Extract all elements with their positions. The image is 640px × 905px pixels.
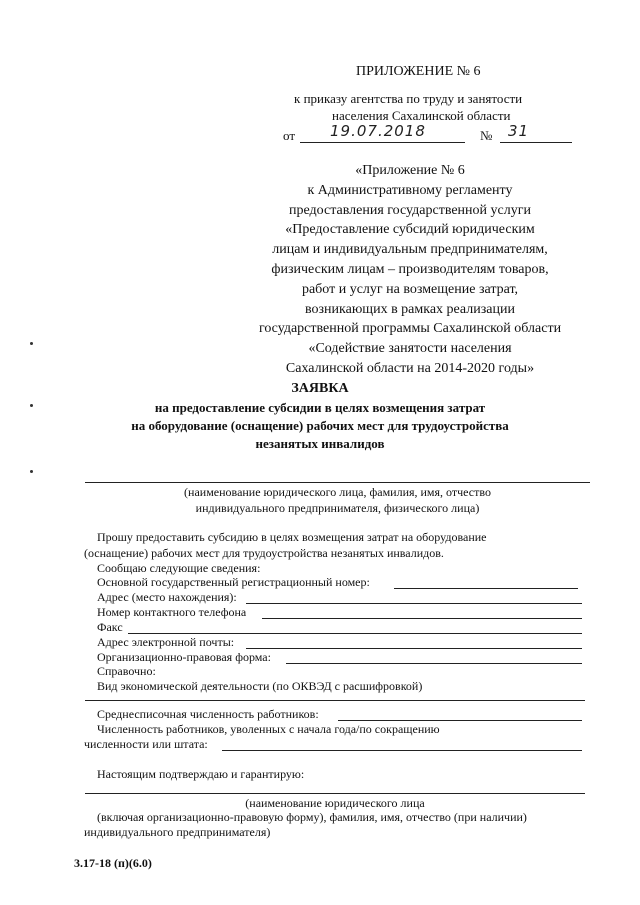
okved-label: Вид экономической деятельности (по ОКВЭД с расшифровкой) <box>97 679 423 693</box>
regulation-line: работ и услуг на возмещение затрат, <box>301 281 519 297</box>
dismissed-label-1: Численность работников, уволенных с начала года/по сокращению <box>97 722 440 736</box>
confirm-caption-3: индивидуального предпринимателя) <box>84 825 271 839</box>
date-prefix: от <box>283 128 296 143</box>
dismissed-field[interactable] <box>222 750 582 751</box>
request-line-1: Прошу предоставить субсидию в целях возмещения затрат на оборудование <box>97 530 487 544</box>
headcount-label: Среднесписочная численность работников: <box>97 707 319 721</box>
margin-mark <box>30 470 33 473</box>
regulation-line: государственной программы Сахалинской области <box>258 321 562 337</box>
email-label: Адрес электронной почты: <box>97 635 235 649</box>
address-label: Адрес (место нахождения): <box>97 590 237 604</box>
info-intro: Сообщаю следующие сведения: <box>97 561 261 575</box>
order-line-1: к приказу агентства по труду и занятости <box>294 91 523 106</box>
email-field[interactable] <box>246 648 582 649</box>
number-underline <box>500 142 572 143</box>
application-subtitle-3: незанятых инвалидов <box>255 436 385 451</box>
fax-label: Факс <box>97 620 123 634</box>
footer-code: 3.17-18 (п)(6.0) <box>74 856 152 870</box>
appendix-title: ПРИЛОЖЕНИЕ № 6 <box>356 64 481 79</box>
regulation-line: «Приложение № 6 <box>355 163 465 178</box>
order-line-2: населения Сахалинской области <box>332 108 511 123</box>
dismissed-label-2: численности или штата: <box>84 737 208 751</box>
regulation-line: предоставления государственной услуги <box>289 202 531 218</box>
applicant-caption-1: (наименование юридического лица, фамилия, имя, отчество <box>184 485 491 499</box>
margin-mark <box>30 342 33 345</box>
date-underline <box>300 142 465 143</box>
regulation-line: физическим лицам – производителям товаров, <box>271 261 549 277</box>
application-subtitle-2: на оборудование (оснащение) рабочих мест для трудоустройства <box>131 418 509 433</box>
headcount-field[interactable] <box>338 720 582 721</box>
number-prefix: № <box>480 128 493 143</box>
date-value: 19.07.2018 <box>330 122 426 140</box>
regulation-line: к Административному регламенту <box>307 182 513 198</box>
application-subtitle-1: на предоставление субсидии в целях возмещения затрат <box>154 400 486 415</box>
phone-label: Номер контактного телефона <box>97 605 247 619</box>
ogrn-label: Основной государственный регистрационный номер: <box>97 575 370 589</box>
number-value: 31 <box>508 122 530 140</box>
regulation-line: Сахалинской области на 2014-2020 годы» <box>285 360 535 376</box>
regulation-line: возникающих в рамках реализации <box>305 301 515 317</box>
confirm-text: Настоящим подтверждаю и гарантирую: <box>97 767 305 781</box>
fax-field[interactable] <box>128 633 582 634</box>
ogrn-field[interactable] <box>394 588 578 589</box>
applicant-caption-2: индивидуального предпринимателя, физического лица) <box>195 501 480 515</box>
confirm-caption-1: (наименование юридического лица <box>245 796 425 810</box>
legal-form-field[interactable] <box>286 663 582 664</box>
regulation-line: «Содействие занятости населения <box>308 341 512 357</box>
confirm-caption-2: (включая организационно-правовую форму), фамилия, имя, отчество (при наличии) <box>97 810 527 824</box>
address-field[interactable] <box>246 603 582 604</box>
reference-label: Справочно: <box>97 664 156 678</box>
application-title: ЗАЯВКА <box>291 381 349 396</box>
applicant-name-field[interactable] <box>85 482 590 483</box>
regulation-line: лицам и индивидуальным предпринимателям, <box>272 242 548 258</box>
legal-form-label: Организационно-правовая форма: <box>97 650 271 664</box>
confirm-name-field[interactable] <box>85 793 585 794</box>
margin-mark <box>30 404 33 407</box>
request-line-2: (оснащение) рабочих мест для трудоустройства незанятых инвалидов. <box>84 546 444 560</box>
phone-field[interactable] <box>262 618 582 619</box>
regulation-line: «Предоставление субсидий юридическим <box>285 222 535 238</box>
regulation-block <box>240 161 580 379</box>
okved-field[interactable] <box>85 700 585 701</box>
